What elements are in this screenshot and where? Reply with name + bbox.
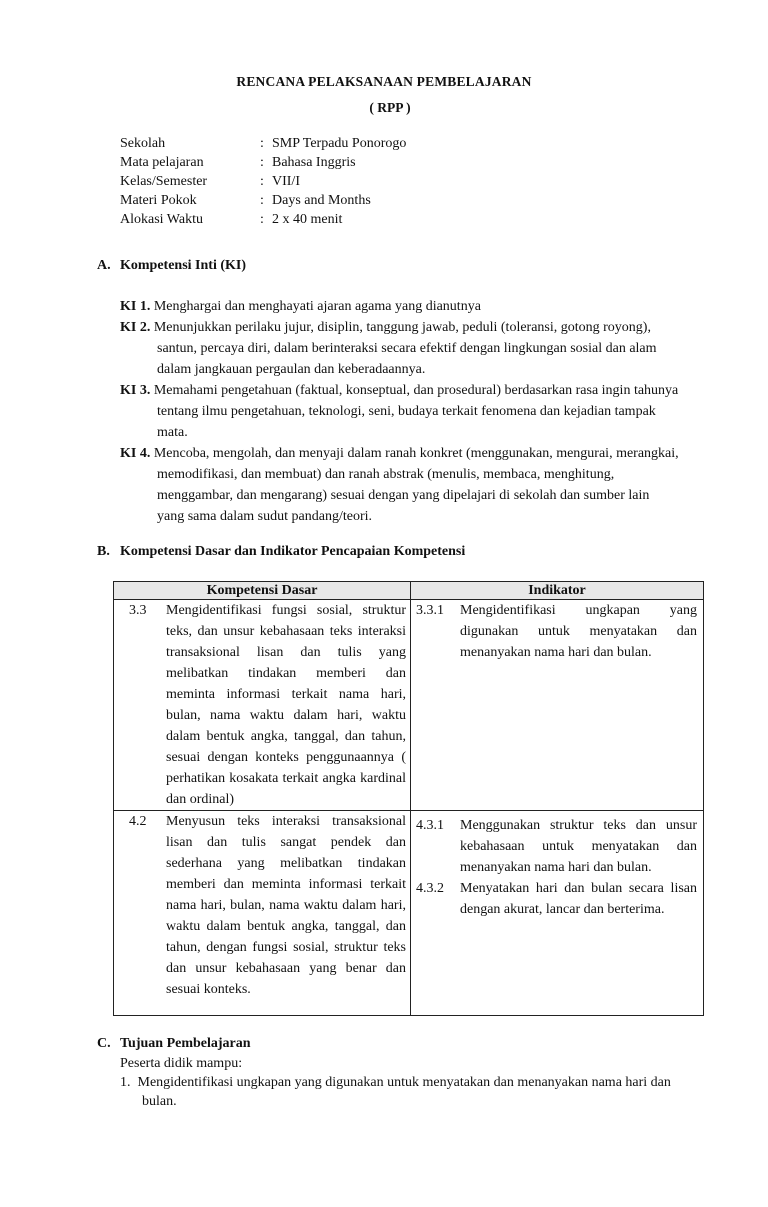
indicator-number: 4.3.2 <box>416 881 444 896</box>
identity-label: Kelas/Semester <box>120 174 208 189</box>
document-title: RENCANA PELAKSANAAN PEMBELAJARAN <box>236 74 532 89</box>
ki-code: KI 1. <box>120 299 151 314</box>
section-title: Kompetensi Dasar dan Indikator Pencapaian Kompetensi <box>120 544 466 559</box>
table-row <box>114 811 704 1016</box>
ki-code: KI 4. <box>120 446 151 461</box>
indicator-number: 3.3.1 <box>416 603 444 618</box>
section-b-heading <box>97 544 465 560</box>
identity-row <box>120 153 406 172</box>
ki-item <box>120 317 680 380</box>
identity-separator: : <box>260 212 264 227</box>
ki-text: Mencoba, mengolah, dan menyaji dalam ranah konkret (menggunakan, mengurai, merangkai, memodifikasi, dan membuat) dan ranah abstrak (menulis, membaca, menghitung, menggambar, dan mengarang) sesuai dengan yang dipelajari di sekolah dan sumber lain yang sama dalam sudut pandang/teori. <box>153 446 679 524</box>
competency-table <box>113 581 704 1016</box>
table-header-indicator: Indikator <box>411 582 704 600</box>
section-number: B. <box>97 544 110 559</box>
identity-separator: : <box>260 193 264 208</box>
ki-text: Menghargai dan menghayati ajaran agama yang dianutnya <box>153 299 481 314</box>
table-header-kd: Kompetensi Dasar <box>114 582 411 600</box>
ki-code: KI 2. <box>120 320 151 335</box>
identity-block <box>120 134 406 229</box>
identity-row <box>120 172 406 191</box>
table-header-row <box>114 582 704 600</box>
identity-row <box>120 191 406 210</box>
ki-text: Memahami pengetahuan (faktual, konseptual, dan prosedural) berdasarkan rasa ingin tahunya tentang ilmu pengetahuan, teknologi, seni, budaya terkait fenomena dan kejadian tampak mata. <box>153 383 679 440</box>
kd-cell <box>114 600 411 811</box>
identity-label: Alokasi Waktu <box>120 212 203 227</box>
indicator-text: Menggunakan struktur teks dan unsur kebahasaan untuk menyatakan dan menanyakan nama hari dan bulan. <box>460 818 697 875</box>
objective-number: 1. <box>120 1075 131 1090</box>
section-title: Kompetensi Inti (KI) <box>120 258 246 273</box>
section-title: Tujuan Pembelajaran <box>120 1036 251 1051</box>
ki-item <box>120 296 680 317</box>
identity-label: Materi Pokok <box>120 193 197 208</box>
identity-value: Bahasa Inggris <box>272 155 356 170</box>
section-a-heading <box>97 258 246 274</box>
ki-code: KI 3. <box>120 383 151 398</box>
identity-separator: : <box>260 174 264 189</box>
identity-separator: : <box>260 155 264 170</box>
kd-text: Mengidentifikasi fungsi sosial, struktur teks, dan unsur kebahasaan teks interaksi transaksional lisan dan tulis yang melibatkan tindakan memberi dan meminta informasi terkait nama hari, bulan, nama waktu dalam hari, waktu dalam bentuk angka, tanggal, dan tahun, sesuai dengan konteks penggunaannya ( perhatikan kosakata terkait angka kardinal dan ordinal) <box>166 603 406 807</box>
identity-row <box>120 210 406 229</box>
indicator-text: Mengidentifikasi ungkapan yang digunakan untuk menyatakan dan menanyakan nama hari dan bulan. <box>460 603 697 660</box>
identity-value: SMP Terpadu Ponorogo <box>272 136 407 151</box>
ki-item <box>120 443 680 527</box>
identity-separator: : <box>260 136 264 151</box>
objective-text: Mengidentifikasi ungkapan yang digunakan untuk menyatakan dan menanyakan nama hari dan bulan. <box>137 1075 671 1109</box>
identity-label: Mata pelajaran <box>120 155 204 170</box>
identity-value: Days and Months <box>272 193 371 208</box>
indicator-text: Menyatakan hari dan bulan secara lisan dengan akurat, lancar dan berterima. <box>460 881 697 917</box>
table-row <box>114 600 704 811</box>
objectives-block <box>120 1054 690 1111</box>
kd-number: 4.2 <box>129 814 147 829</box>
ki-text: Menunjukkan perilaku jujur, disiplin, tanggung jawab, peduli (toleransi, gotong royong), santun, percaya diri, dalam berinteraksi secara efektif dengan lingkungan sosial dan alam dalam jangkauan pergaulan dan keberadaannya. <box>153 320 657 377</box>
identity-value: VII/I <box>272 174 300 189</box>
section-number: C. <box>97 1036 111 1051</box>
ki-list <box>120 296 680 527</box>
kd-number: 3.3 <box>129 603 147 618</box>
section-number: A. <box>97 258 111 273</box>
objectives-intro: Peserta didik mampu: <box>120 1056 243 1071</box>
identity-row <box>120 134 406 153</box>
kd-text: Menyusun teks interaksi transaksional lisan dan tulis sangat pendek dan sederhana yang melibatkan tindakan memberi dan meminta informasi terkait nama hari, bulan, nama waktu dalam hari, waktu dalam bentuk angka, tanggal, dan tahun, dengan fungsi sosial, struktur teks dan unsur kebahasaan yang benar dan sesuai konteks. <box>166 814 406 997</box>
kd-cell <box>114 811 411 1016</box>
objective-item <box>120 1073 690 1111</box>
indicator-cell <box>411 811 704 1016</box>
identity-label: Sekolah <box>120 136 166 151</box>
indicator-cell <box>411 600 704 811</box>
document-subtitle: ( RPP ) <box>369 100 411 115</box>
ki-item <box>120 380 680 443</box>
identity-value: 2 x 40 menit <box>272 212 343 227</box>
indicator-number: 4.3.1 <box>416 818 444 833</box>
section-c-heading <box>97 1036 251 1052</box>
